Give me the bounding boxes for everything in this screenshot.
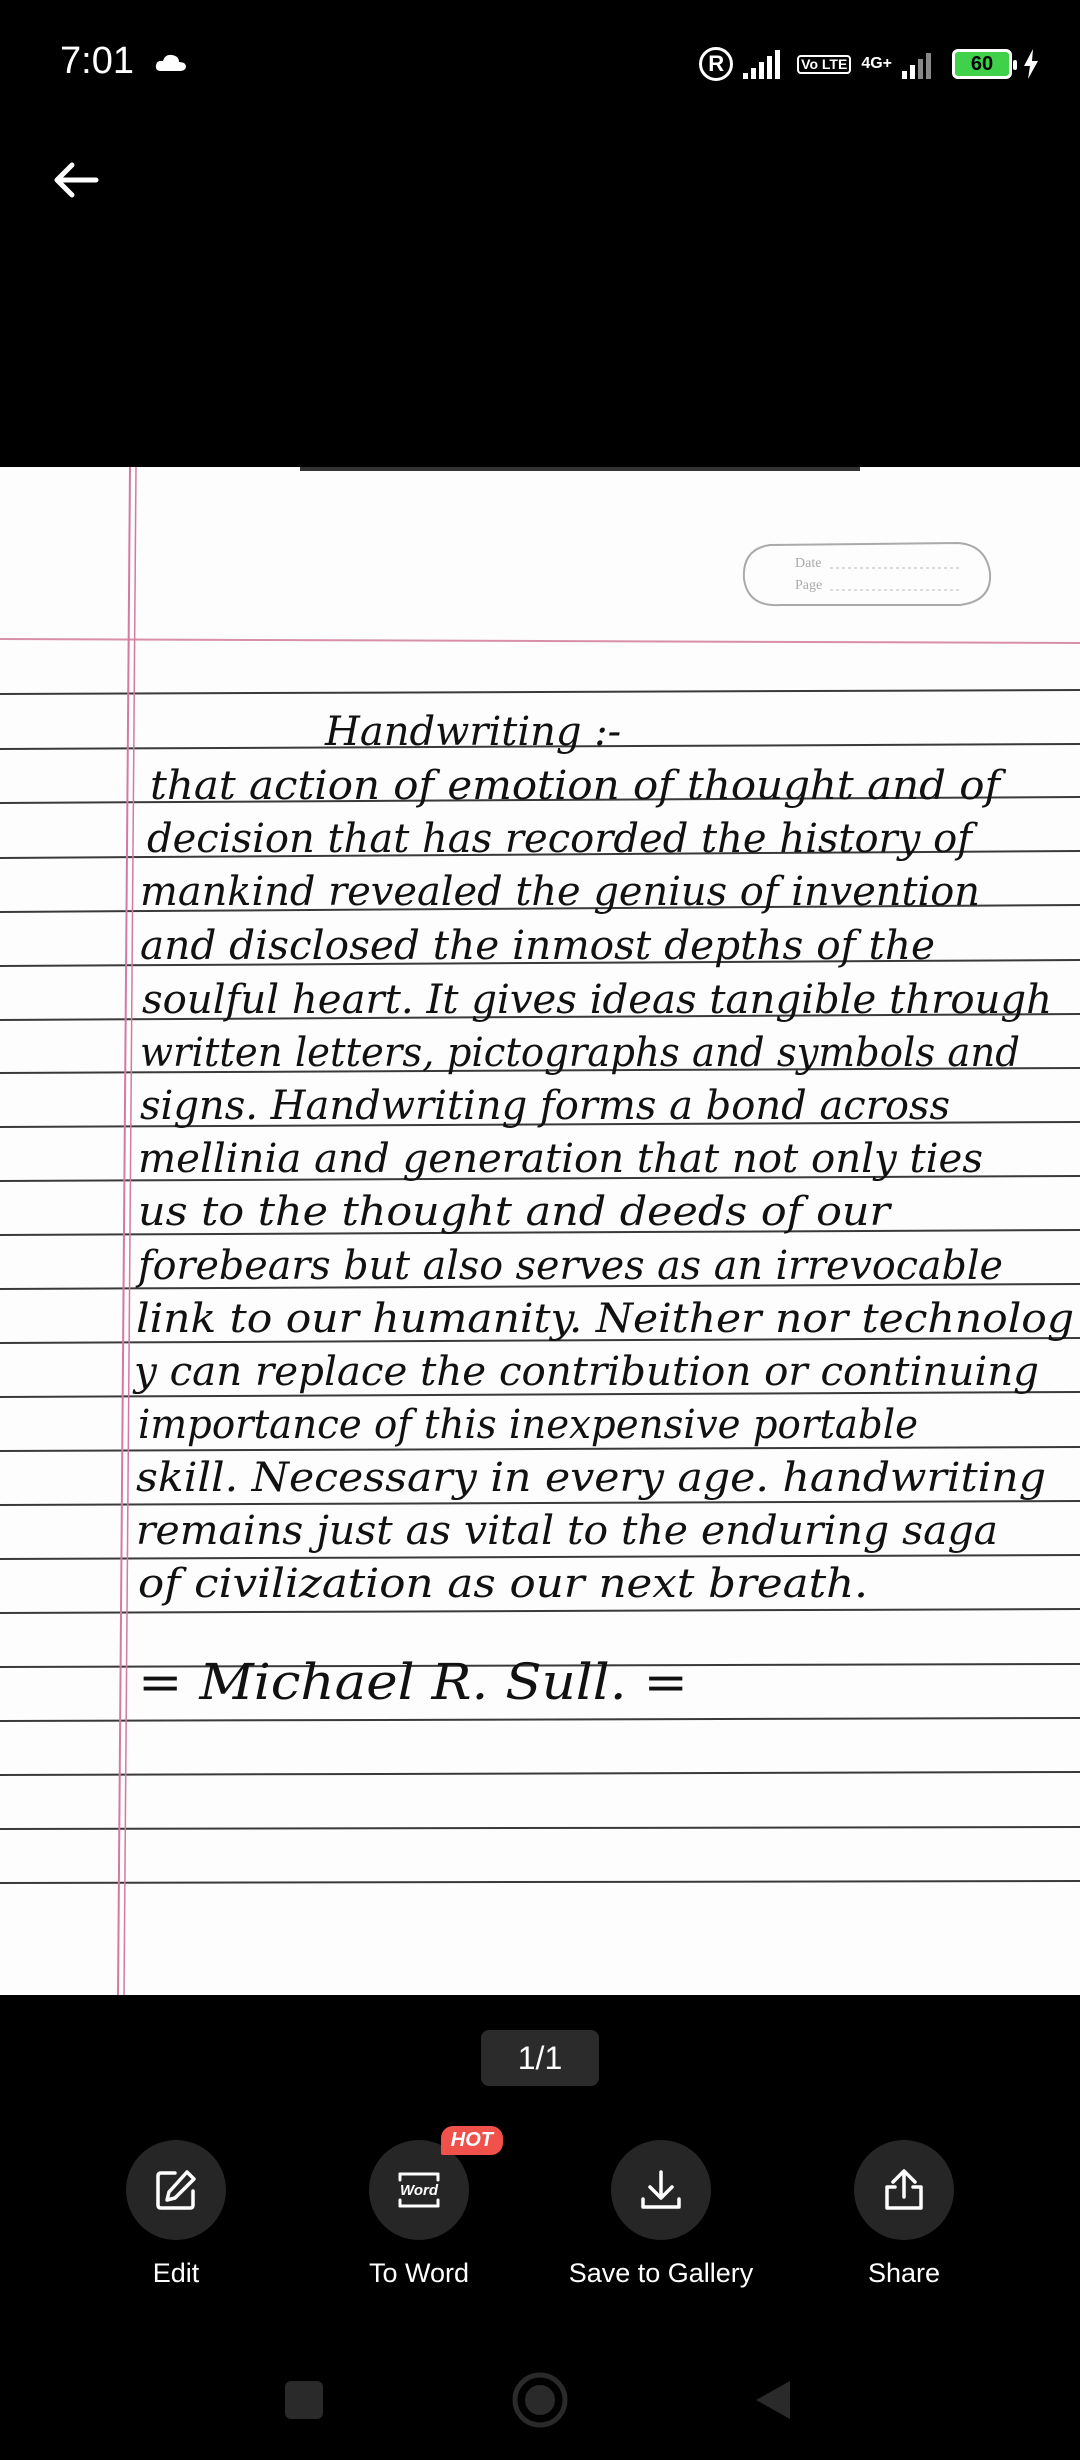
edit-button[interactable] <box>56 2140 296 2289</box>
text-line: decision that has recorded the history of <box>147 816 979 862</box>
text-line: signs. Handwriting forms a bond across <box>140 1083 950 1129</box>
save-to-gallery-button[interactable] <box>541 2140 781 2289</box>
hot-badge: HOT <box>441 2126 503 2155</box>
registered-icon: R <box>699 47 733 81</box>
text-line: and disclosed the inmost depths of the <box>140 923 936 969</box>
back-nav-button[interactable] <box>756 2381 790 2419</box>
battery-icon: 60 <box>952 49 1012 79</box>
text-line: that action of emotion of thought and of <box>150 763 1007 809</box>
signature: = Michael R. Sull. = <box>138 1653 688 1711</box>
edit-icon <box>153 2167 199 2213</box>
edit-icon-button[interactable] <box>126 2140 226 2240</box>
charging-icon <box>1022 49 1040 79</box>
status-bar <box>0 0 1080 130</box>
volte-icon: Vo LTE <box>797 55 851 74</box>
text-line: remains just as vital to the enduring saga <box>136 1508 998 1554</box>
navigation-bar <box>0 2355 1080 2460</box>
text-line: forebears but also serves as an irrevocable <box>135 1243 1004 1289</box>
save-to-gallery-label: Save to Gallery <box>568 2258 754 2288</box>
text-line: skill. Necessary in every age. handwriting <box>136 1455 1046 1501</box>
signal-icon <box>743 49 787 79</box>
share-label: Share <box>867 2258 941 2288</box>
share-icon-button[interactable] <box>854 2140 954 2240</box>
word-icon <box>394 2168 444 2212</box>
clock: 7:01 <box>60 40 134 82</box>
edit-label: Edit <box>152 2258 200 2288</box>
text-line: of civilization as our next breath. <box>138 1561 868 1607</box>
text-line: link to our humanity. Neither nor technolog <box>136 1296 1074 1342</box>
share-icon <box>881 2167 927 2213</box>
text-line: soulful heart. It gives ideas tangible through <box>142 977 1052 1023</box>
text-line: mellinia and generation that not only ties <box>138 1136 984 1182</box>
date-label: Date <box>795 556 822 571</box>
download-icon <box>638 2167 684 2213</box>
document-image <box>0 467 1080 1995</box>
action-bar <box>0 2129 1080 2290</box>
cloud-icon <box>155 52 187 72</box>
text-line: y can replace the contribution or continuing <box>131 1349 1039 1395</box>
date-page-stamp <box>744 543 990 605</box>
status-icons <box>699 44 1040 84</box>
to-word-icon-button[interactable] <box>369 2129 493 2240</box>
word-badge-text: Word <box>399 2182 439 2199</box>
signal-2-icon <box>902 49 942 79</box>
text-line: importance of this inexpensive portable <box>138 1402 918 1448</box>
text-line: mankind revealed the genius of invention <box>140 869 980 915</box>
recents-button[interactable] <box>285 2381 323 2419</box>
save-icon-button[interactable] <box>611 2140 711 2240</box>
page-label: Page <box>795 578 823 593</box>
share-button[interactable] <box>784 2140 1024 2289</box>
network-type-icon: 4G+ <box>861 55 892 72</box>
to-word-button[interactable] <box>299 2129 539 2289</box>
document-title: Handwriting :- <box>325 709 622 755</box>
page-indicator: 1/1 <box>481 2030 599 2086</box>
home-button[interactable] <box>515 2375 565 2425</box>
text-line: written letters, pictographs and symbols and <box>140 1030 1020 1076</box>
text-line: us to the thought and deeds of our <box>138 1189 894 1235</box>
to-word-label: To Word <box>368 2258 470 2288</box>
back-arrow-icon[interactable] <box>48 152 104 208</box>
